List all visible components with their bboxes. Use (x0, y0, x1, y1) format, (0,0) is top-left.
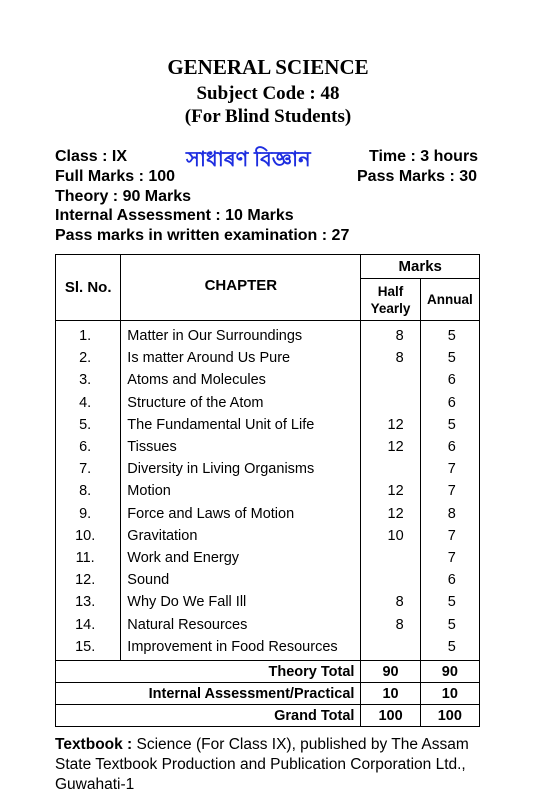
chapter-number: 14. (56, 614, 121, 636)
table-row (56, 347, 480, 369)
annual-marks: 5 (420, 591, 479, 613)
pass-marks-written: Pass marks in written examination : 27 (55, 227, 350, 244)
annual-marks: 5 (420, 347, 479, 369)
half-yearly-marks: 12 (361, 436, 420, 458)
theory-marks: Theory : 90 Marks (55, 188, 192, 205)
textbook-note (55, 735, 495, 795)
half-yearly-marks: 10 (361, 525, 420, 547)
table-row (56, 480, 480, 502)
chapter-number: 12. (56, 569, 121, 591)
class-label: Class : IX (55, 148, 128, 165)
chapter-number: 1. (56, 321, 121, 348)
totals-annual-value: 10 (420, 683, 479, 705)
half-yearly-marks (361, 458, 420, 480)
annual-marks: 6 (420, 369, 479, 391)
assamese-title: সাধাৰণ বিজ্ঞান (186, 148, 311, 171)
table-row (56, 614, 480, 636)
subject-code: Subject Code : 48 (196, 83, 340, 104)
time-label: Time : 3 hours (369, 148, 479, 165)
chapter-name: Gravitation (121, 525, 361, 547)
header-half-yearly-line1: Half (377, 283, 404, 299)
chapter-name: Force and Laws of Motion (121, 503, 361, 525)
totals-half-value: 10 (361, 683, 420, 705)
chapter-name: Diversity in Living Organisms (121, 458, 361, 480)
table-row (56, 636, 480, 661)
annual-marks: 8 (420, 503, 479, 525)
totals-row (56, 683, 480, 705)
chapter-number: 5. (56, 414, 121, 436)
marks-table (55, 254, 480, 727)
table-row (56, 436, 480, 458)
half-yearly-marks (361, 392, 420, 414)
half-yearly-marks (361, 636, 420, 661)
header-marks: Marks (361, 255, 480, 279)
table-row (56, 369, 480, 391)
table-row (56, 503, 480, 525)
chapter-name: Structure of the Atom (121, 392, 361, 414)
totals-half-value: 100 (361, 705, 420, 727)
header-chapter: CHAPTER (121, 255, 361, 321)
table-row (56, 525, 480, 547)
annual-marks: 6 (420, 392, 479, 414)
header-annual: Annual (420, 279, 479, 321)
chapter-name: Tissues (121, 436, 361, 458)
chapter-number: 7. (56, 458, 121, 480)
annual-marks: 7 (420, 480, 479, 502)
annual-marks: 5 (420, 414, 479, 436)
chapter-name: Motion (121, 480, 361, 502)
document-title: GENERAL SCIENCE (167, 55, 369, 79)
header-half-yearly-line2: Yearly (370, 300, 411, 316)
chapter-number: 11. (56, 547, 121, 569)
pass-marks: Pass Marks : 30 (357, 168, 478, 185)
half-yearly-marks: 12 (361, 480, 420, 502)
chapter-name: Is matter Around Us Pure (121, 347, 361, 369)
textbook-label: Textbook : (55, 736, 133, 753)
annual-marks: 6 (420, 569, 479, 591)
full-marks: Full Marks : 100 (55, 168, 176, 185)
chapter-number: 10. (56, 525, 121, 547)
table-row (56, 591, 480, 613)
chapter-name: Sound (121, 569, 361, 591)
chapter-number: 13. (56, 591, 121, 613)
annual-marks: 5 (420, 636, 479, 661)
annual-marks: 7 (420, 547, 479, 569)
chapter-number: 3. (56, 369, 121, 391)
totals-half-value: 90 (361, 661, 420, 683)
totals-label: Internal Assessment/Practical (56, 683, 361, 705)
chapter-name: Matter in Our Surroundings (121, 321, 361, 348)
chapter-name: Why Do We Fall Ill (121, 591, 361, 613)
table-row (56, 547, 480, 569)
table-row (56, 414, 480, 436)
table-row (56, 392, 480, 414)
totals-label: Grand Total (56, 705, 361, 727)
half-yearly-marks: 8 (361, 591, 420, 613)
totals-row (56, 661, 480, 683)
chapter-name: Atoms and Molecules (121, 369, 361, 391)
chapter-number: 8. (56, 480, 121, 502)
chapter-number: 9. (56, 503, 121, 525)
totals-annual-value: 100 (420, 705, 479, 727)
half-yearly-marks (361, 369, 420, 391)
annual-marks: 5 (420, 614, 479, 636)
table-row (56, 569, 480, 591)
totals-label: Theory Total (56, 661, 361, 683)
chapter-number: 15. (56, 636, 121, 661)
chapter-number: 6. (56, 436, 121, 458)
half-yearly-marks: 8 (361, 347, 420, 369)
header-sl-no: Sl. No. (56, 255, 121, 321)
annual-marks: 6 (420, 436, 479, 458)
annual-marks: 5 (420, 321, 479, 348)
half-yearly-marks: 8 (361, 614, 420, 636)
chapter-name: Improvement in Food Resources (121, 636, 361, 661)
half-yearly-marks: 12 (361, 414, 420, 436)
audience-note: (For Blind Students) (184, 106, 352, 127)
header-half-yearly (361, 279, 420, 321)
annual-marks: 7 (420, 525, 479, 547)
chapter-name: The Fundamental Unit of Life (121, 414, 361, 436)
textbook-text: Science (For Class IX), published by The Assam State Textbook Production and Publication Corporation Ltd., Guwahati-1 (55, 736, 469, 793)
table-row (56, 458, 480, 480)
chapter-number: 4. (56, 392, 121, 414)
chapter-name: Natural Resources (121, 614, 361, 636)
half-yearly-marks: 8 (361, 321, 420, 348)
half-yearly-marks (361, 547, 420, 569)
totals-row (56, 705, 480, 727)
annual-marks: 7 (420, 458, 479, 480)
half-yearly-marks (361, 569, 420, 591)
internal-assessment-marks: Internal Assessment : 10 Marks (55, 207, 294, 224)
totals-annual-value: 90 (420, 661, 479, 683)
table-row (56, 321, 480, 348)
half-yearly-marks: 12 (361, 503, 420, 525)
chapter-name: Work and Energy (121, 547, 361, 569)
chapter-number: 2. (56, 347, 121, 369)
